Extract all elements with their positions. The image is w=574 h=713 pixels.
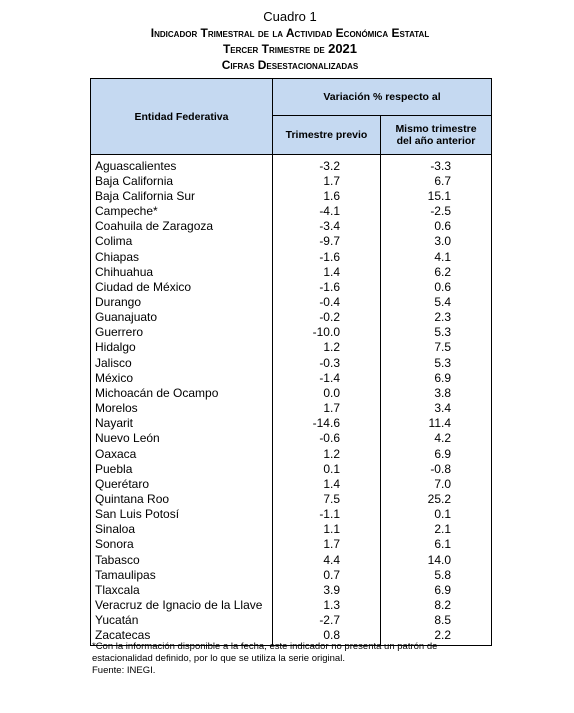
table-row [91, 537, 492, 552]
table-row [91, 431, 492, 446]
table-row [91, 370, 492, 385]
same-quarter-cell: 3.8 [381, 385, 492, 400]
header-same-line-2: del año anterior [396, 135, 476, 147]
previous-quarter-cell: -3.2 [273, 155, 381, 174]
previous-quarter-cell: 1.1 [273, 522, 381, 537]
entity-cell: Querétaro [91, 476, 273, 491]
same-quarter-cell: 6.2 [381, 264, 492, 279]
entity-cell: México [91, 370, 273, 385]
table-row [91, 461, 492, 476]
previous-quarter-cell: 1.7 [273, 173, 381, 188]
title-line-3 [90, 57, 490, 73]
table-row [91, 325, 492, 340]
previous-quarter-cell: 1.3 [273, 598, 381, 613]
table-row [91, 446, 492, 461]
entity-cell: Sinaloa [91, 522, 273, 537]
entity-cell: Campeche* [91, 203, 273, 218]
same-quarter-cell: 8.2 [381, 598, 492, 613]
table-body [91, 155, 492, 646]
table-row [91, 310, 492, 325]
table-row [91, 188, 492, 203]
table-row [91, 234, 492, 249]
entity-cell: Guanajuato [91, 310, 273, 325]
same-quarter-cell: 4.2 [381, 431, 492, 446]
previous-quarter-cell: -0.2 [273, 310, 381, 325]
previous-quarter-cell: 1.7 [273, 537, 381, 552]
title-year: 2021 [328, 41, 358, 56]
footnotes [92, 641, 492, 677]
same-quarter-cell: 6.1 [381, 537, 492, 552]
header-same-quarter-last-year [381, 116, 492, 155]
previous-quarter-cell: 1.7 [273, 401, 381, 416]
table-row [91, 203, 492, 218]
header-variation-group: Variación % respecto al [273, 79, 492, 116]
same-quarter-cell: 3.4 [381, 401, 492, 416]
same-quarter-cell: 4.1 [381, 249, 492, 264]
table-row [91, 294, 492, 309]
same-quarter-cell: 11.4 [381, 416, 492, 431]
table-row [91, 264, 492, 279]
title-block [90, 9, 490, 73]
header-same-line-1: Mismo trimestre [395, 123, 477, 135]
previous-quarter-cell: -0.4 [273, 294, 381, 309]
table-row [91, 552, 492, 567]
same-quarter-cell: 2.2 [381, 628, 492, 646]
entity-cell: Colima [91, 234, 273, 249]
entity-cell: Chihuahua [91, 264, 273, 279]
same-quarter-cell: 7.0 [381, 476, 492, 491]
table-row [91, 219, 492, 234]
header-row-1 [91, 79, 492, 116]
table-row [91, 567, 492, 582]
title-line-2 [90, 41, 490, 57]
same-quarter-cell: 5.3 [381, 355, 492, 370]
entity-cell: Nayarit [91, 416, 273, 431]
previous-quarter-cell: 3.9 [273, 582, 381, 597]
previous-quarter-cell: -14.6 [273, 416, 381, 431]
table-row [91, 401, 492, 416]
same-quarter-cell: 6.7 [381, 173, 492, 188]
title-line-1 [90, 25, 490, 41]
entity-cell: Durango [91, 294, 273, 309]
table-row [91, 522, 492, 537]
same-quarter-cell: 2.3 [381, 310, 492, 325]
same-quarter-cell: 25.2 [381, 491, 492, 506]
table-row [91, 598, 492, 613]
same-quarter-cell: 8.5 [381, 613, 492, 628]
previous-quarter-cell: -0.6 [273, 431, 381, 446]
title-text-3: Cifras Desestacionalizadas [221, 58, 359, 72]
entity-cell: Baja California Sur [91, 188, 273, 203]
entity-cell: Oaxaca [91, 446, 273, 461]
table-row [91, 385, 492, 400]
same-quarter-cell: -0.8 [381, 461, 492, 476]
same-quarter-cell: 15.1 [381, 188, 492, 203]
same-quarter-cell: 7.5 [381, 340, 492, 355]
previous-quarter-cell: 4.4 [273, 552, 381, 567]
table-row [91, 249, 492, 264]
entity-cell: Guerrero [91, 325, 273, 340]
table-row [91, 613, 492, 628]
entity-cell: Yucatán [91, 613, 273, 628]
previous-quarter-cell: -1.6 [273, 249, 381, 264]
entity-cell: Chiapas [91, 249, 273, 264]
same-quarter-cell: 5.8 [381, 567, 492, 582]
same-quarter-cell: 14.0 [381, 552, 492, 567]
previous-quarter-cell: 1.2 [273, 340, 381, 355]
previous-quarter-cell: 0.1 [273, 461, 381, 476]
same-quarter-cell: 0.6 [381, 219, 492, 234]
entity-cell: Michoacán de Ocampo [91, 385, 273, 400]
entity-cell: Aguascalientes [91, 155, 273, 174]
table-row [91, 340, 492, 355]
entity-cell: Veracruz de Ignacio de la Llave [91, 598, 273, 613]
same-quarter-cell: 6.9 [381, 446, 492, 461]
entity-cell: Jalisco [91, 355, 273, 370]
table-row [91, 491, 492, 506]
table-number: Cuadro 1 [263, 9, 317, 24]
table-row [91, 355, 492, 370]
source-note: Fuente: INEGI. [92, 665, 156, 676]
entity-cell: Tabasco [91, 552, 273, 567]
previous-quarter-cell: -2.7 [273, 613, 381, 628]
entity-cell: San Luis Potosí [91, 507, 273, 522]
same-quarter-cell: 2.1 [381, 522, 492, 537]
previous-quarter-cell: 7.5 [273, 491, 381, 506]
entity-cell: Hidalgo [91, 340, 273, 355]
header-previous-quarter: Trimestre previo [273, 116, 381, 155]
previous-quarter-cell: -9.7 [273, 234, 381, 249]
entity-cell: Tamaulipas [91, 567, 273, 582]
previous-quarter-cell: -3.4 [273, 219, 381, 234]
table-row [91, 507, 492, 522]
entity-cell: Sonora [91, 537, 273, 552]
footnote-line-1: *Con la información disponible a la fecha, este indicador no presenta un patrón de [92, 641, 438, 652]
table-row [91, 155, 492, 174]
entity-cell: Baja California [91, 173, 273, 188]
table-row [91, 582, 492, 597]
same-quarter-cell: 6.9 [381, 582, 492, 597]
previous-quarter-cell: 0.7 [273, 567, 381, 582]
entity-cell: Tlaxcala [91, 582, 273, 597]
previous-quarter-cell: 1.2 [273, 446, 381, 461]
previous-quarter-cell: -1.6 [273, 279, 381, 294]
same-quarter-cell: 3.0 [381, 234, 492, 249]
table-row [91, 476, 492, 491]
same-quarter-cell: 0.1 [381, 507, 492, 522]
same-quarter-cell: -3.3 [381, 155, 492, 174]
same-quarter-cell: -2.5 [381, 203, 492, 218]
same-quarter-cell: 5.4 [381, 294, 492, 309]
title-text-1: Indicador Trimestral de la Actividad Económica Estatal [150, 26, 430, 40]
previous-quarter-cell: -1.4 [273, 370, 381, 385]
entity-cell: Coahuila de Zaragoza [91, 219, 273, 234]
entity-cell: Zacatecas [91, 628, 273, 646]
entity-cell: Puebla [91, 461, 273, 476]
previous-quarter-cell: -10.0 [273, 325, 381, 340]
table-row [91, 416, 492, 431]
entity-cell: Morelos [91, 401, 273, 416]
footnote-line-2: estacionalidad definido, por lo que se utiliza la serie original. [92, 653, 345, 664]
entity-cell: Nuevo León [91, 431, 273, 446]
previous-quarter-cell: 0.0 [273, 385, 381, 400]
entity-cell: Ciudad de México [91, 279, 273, 294]
title-text-2: Tercer Trimestre de [222, 42, 329, 56]
table-row [91, 279, 492, 294]
previous-quarter-cell: 0.8 [273, 628, 381, 646]
previous-quarter-cell: 1.4 [273, 476, 381, 491]
previous-quarter-cell: 1.4 [273, 264, 381, 279]
same-quarter-cell: 5.3 [381, 325, 492, 340]
same-quarter-cell: 6.9 [381, 370, 492, 385]
previous-quarter-cell: -4.1 [273, 203, 381, 218]
previous-quarter-cell: -0.3 [273, 355, 381, 370]
table-row [91, 173, 492, 188]
previous-quarter-cell: -1.1 [273, 507, 381, 522]
same-quarter-cell: 0.6 [381, 279, 492, 294]
header-entity: Entidad Federativa [91, 79, 273, 155]
previous-quarter-cell: 1.6 [273, 188, 381, 203]
entity-cell: Quintana Roo [91, 491, 273, 506]
data-table [90, 78, 492, 646]
